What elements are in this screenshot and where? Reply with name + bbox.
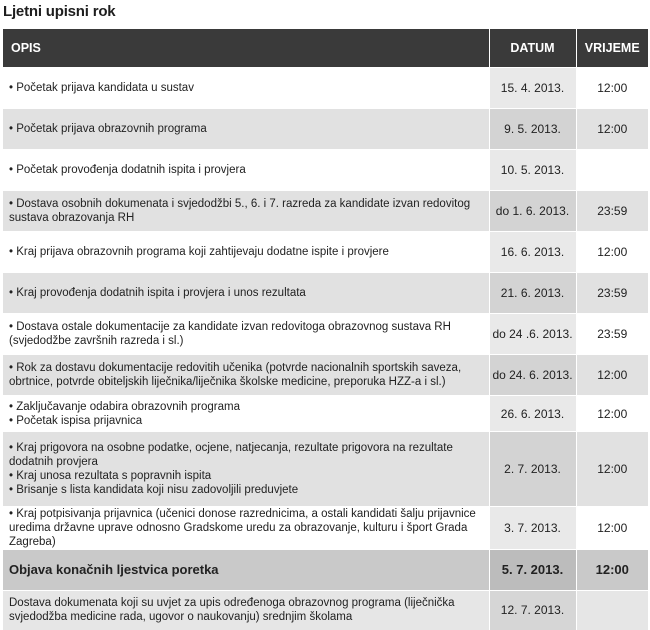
row-date: 12. 7. 2013. [489, 591, 576, 630]
row-date: 16. 6. 2013. [489, 232, 576, 273]
row-description [3, 507, 489, 550]
row-date: 2. 7. 2013. [489, 432, 576, 507]
description-line: • Početak provođenja dodatnih ispita i provjera [9, 164, 246, 176]
row-date: do 24 .6. 2013. [489, 314, 576, 355]
row-description [3, 68, 489, 109]
description-line: • Rok za dostavu dokumentacije redovitih učenika (potvrde nacionalnih sportskih saveza, obrtnice, potvrde obiteljskih liječnika/liječnika školske medicine, preporuka HZZ-a i sl.) [9, 362, 462, 388]
description-line: • Kraj prigovora na osobne podatke, ocjene, natjecanja, rezultate prigovora na rezultate dodatnih provjera [9, 442, 453, 468]
table-row [3, 355, 648, 396]
row-description [3, 109, 489, 150]
table-row [3, 273, 648, 314]
description-line: • Kraj unosa rezultata s popravnih ispita [9, 470, 212, 482]
row-date: do 24. 6. 2013. [489, 355, 576, 396]
row-time: 12:00 [576, 396, 648, 432]
row-date: 10. 5. 2013. [489, 150, 576, 191]
header-vrijeme: VRIJEME [576, 29, 648, 68]
row-description [3, 432, 489, 507]
table-row [3, 550, 648, 591]
row-time [576, 150, 648, 191]
row-description [3, 591, 489, 630]
description-line: • Zaključavanje odabira obrazovnih programa [9, 400, 240, 413]
row-date: 15. 4. 2013. [489, 68, 576, 109]
row-time: 12:00 [576, 68, 648, 109]
description-line: • Kraj prijava obrazovnih programa koji zahtijevaju dodatne ispite i provjere [9, 246, 389, 258]
header-opis: OPIS [3, 29, 489, 68]
row-time [576, 591, 648, 630]
description-line: Dostava dokumenata koji su uvjet za upis određenoga obrazovnog programa (liječnička svjedodžba medicine rada, ugovor o naukovanju) srednjim školama [9, 597, 455, 624]
row-time: 12:00 [576, 550, 648, 591]
row-date: 21. 6. 2013. [489, 273, 576, 314]
description-line: • Početak ispisa prijavnica [9, 414, 143, 427]
description-line: • Brisanje s lista kandidata koji nisu zadovoljili preduvjete [9, 484, 299, 496]
table-row [3, 314, 648, 355]
table-row [3, 396, 648, 432]
row-time: 12:00 [576, 109, 648, 150]
row-date: do 1. 6. 2013. [489, 191, 576, 232]
row-date: 5. 7. 2013. [489, 550, 576, 591]
row-description [3, 550, 489, 591]
table-row [3, 191, 648, 232]
description-line: Objava konačnih ljestvica poretka [9, 562, 219, 577]
table-header-row [3, 29, 648, 68]
table-row [3, 591, 648, 630]
row-time: 12:00 [576, 232, 648, 273]
row-description [3, 314, 489, 355]
row-time: 12:00 [576, 507, 648, 550]
description-line: • Kraj potpisivanja prijavnica (učenici donose razrednicima, a ostali kandidati šalju prijavnice uredima državne uprave odnosno Gradskome uredu za obrazovanje, kulturu i šport Grada Zagreba) [9, 508, 476, 548]
table-row [3, 432, 648, 507]
table-row [3, 507, 648, 550]
table-row [3, 150, 648, 191]
row-date: 9. 5. 2013. [489, 109, 576, 150]
row-time: 23:59 [576, 314, 648, 355]
description-line: • Početak prijava obrazovnih programa [9, 123, 207, 135]
row-date: 3. 7. 2013. [489, 507, 576, 550]
page-title: Ljetni upisni rok [3, 3, 116, 20]
description-line: • Početak prijava kandidata u sustav [9, 82, 194, 94]
table-row [3, 68, 648, 109]
row-time: 23:59 [576, 191, 648, 232]
row-time: 12:00 [576, 355, 648, 396]
row-description [3, 273, 489, 314]
row-description [3, 232, 489, 273]
header-datum: DATUM [489, 29, 576, 68]
row-time: 12:00 [576, 432, 648, 507]
description-line: • Kraj provođenja dodatnih ispita i provjera i unos rezultata [9, 287, 306, 299]
table-row [3, 232, 648, 273]
row-time: 23:59 [576, 273, 648, 314]
enrollment-schedule-table [3, 29, 648, 630]
row-description [3, 191, 489, 232]
table-row [3, 109, 648, 150]
row-description [3, 355, 489, 396]
row-date: 26. 6. 2013. [489, 396, 576, 432]
description-line: • Dostava osobnih dokumenata i svjedodžbi 5., 6. i 7. razreda za kandidate izvan redovitog sustava obrazovanja RH [9, 198, 471, 224]
row-description [3, 396, 489, 432]
description-line: • Dostava ostale dokumentacije za kandidate izvan redovitoga obrazovnog sustava RH (svjedodžbe završnih razreda i sl.) [9, 321, 451, 347]
row-description [3, 150, 489, 191]
